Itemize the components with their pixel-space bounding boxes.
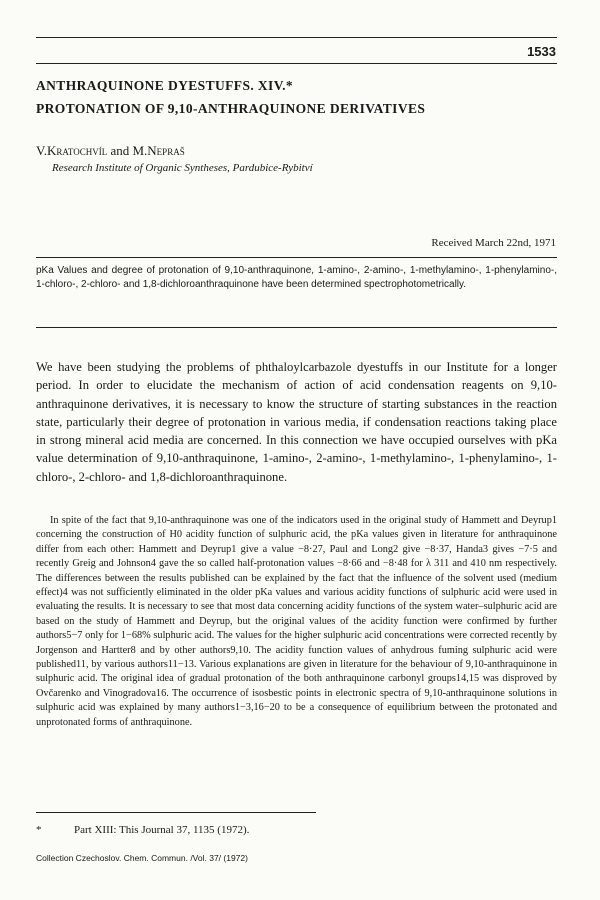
body-paragraph-2: In spite of the fact that 9,10-anthraquinone was one of the indicators used in the original study of Hammett and Deyrup1 concerning the construction of H0 acidity function of sulphuric acid, the pKa values given in literature for anthraquinone differ from each other: Hammett and Deyrup1 give a value −8·27, Paul and Long2 give −8·37, Handa3 gives −7·5 and recently Greig and Johnson4 gave the so called half-protonation values −8·66 and −8·48 for λ 311 and 410 nm respectively. The differences between the results published can be explained by the fact that the influence of the solvent used (medium effect)4 was not sufficiently eliminated in the older pKa values and various acidity functions of sulphuric acid were used in evaluating the results. It is necessary to see that most data concerning acidity functions of the system water–sulphuric acid are based on the study of Hammett and Deyrup, but the original values of the acidity function were confirmed by further authors5−7 only for 1−68% sulphuric acid. The values for the higher sulphuric acid concentrations were corrected recently by Jorgenson and Hartter8 and by other authors9,10. The acidity function values of anhydrous fuming sulphuric acid were published11, by various authors11−13. Various explanations are given in literature for the behaviour of 9,10-anthraquinone in sulphuric acid. The original idea of gradual protonation of the both anthraquinone carbonyl groups14,15 was disproved by Ovčarenko and Vinogradova16. The occurrence of isosbestic points in electronic spectra of 9,10-anthraquinone solutions in sulphuric acid was explained by many authors1−3,16−20 to be a consequence of equilibrium between the protonated and unprotonated forms of anthraquinone.: [36, 515, 557, 728]
received-date: Received March 22nd, 1971: [431, 237, 556, 249]
affiliation: Research Institute of Organic Syntheses, Pardubice-Rybitví: [52, 162, 313, 174]
page-number: 1533: [527, 44, 556, 59]
author-1-surname: Kratochvíl: [46, 143, 108, 158]
authors: [36, 143, 185, 159]
author-2-surname: Nepraš: [147, 143, 185, 158]
article-title-line-2: PROTONATION OF 9,10-ANTHRAQUINONE DERIVATIVES: [36, 101, 426, 116]
footnote: [36, 824, 249, 836]
abstract: pKa Values and degree of protonation of 9,10-anthraquinone, 1-amino-, 2-amino-, 1-methylamino-, 1-phenylamino-, 1-chloro-, 2-chloro- and 1,8-dichloroanthraquinone have been determined spectrophotometrically.: [36, 265, 557, 290]
footnote-rule: [36, 812, 316, 813]
author-2-initial: M.: [132, 143, 148, 158]
footnote-mark: *: [36, 824, 42, 836]
abstract-rule-top: [36, 257, 557, 258]
author-connector: and: [107, 143, 133, 158]
header-rule: [36, 37, 557, 38]
article-title-line-1: ANTHRAQUINONE DYESTUFFS. XIV.*: [36, 78, 294, 93]
journal-footer: Collection Czechoslov. Chem. Commun. /Vol. 37/ (1972): [36, 853, 248, 863]
introduction-paragraph: We have been studying the problems of phthaloylcarbazole dyestuffs in our Institute for a longer period. In order to elucidate the mechanism of action of acid condensation reagents on 9,10-anthraquinone derivatives, it is necessary to know the structure of starting substances in the reaction state, particularly their degree of protonation in various media, if condensation reactions taking place in strong mineral acid media are concerned. In this connection we have occupied ourselves with pKa value determination of 9,10-anthraquinone, 1-amino-, 2-amino-, 1-methylamino-, 1-phenylamino-, 1-chloro-, 2-chloro- and 1,8-dichloroanthraquinone.: [36, 360, 557, 484]
author-1-initial: V.: [36, 143, 47, 158]
header-rule-lower: [36, 63, 557, 64]
abstract-rule-bottom: [36, 327, 557, 328]
footnote-text: Part XIII: This Journal 37, 1135 (1972).: [74, 824, 250, 836]
